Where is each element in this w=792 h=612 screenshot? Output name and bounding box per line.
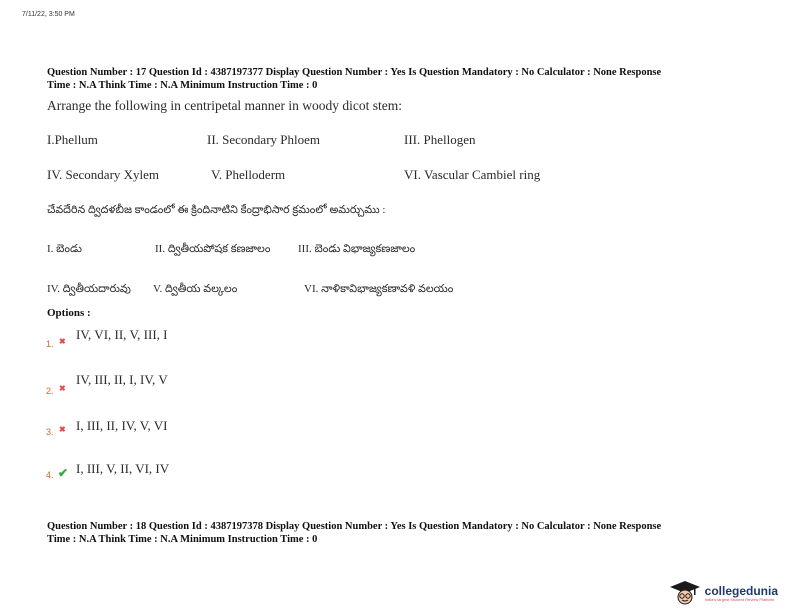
print-timestamp: 7/11/22, 3:50 PM	[22, 11, 75, 18]
collegedunia-logo	[668, 580, 778, 606]
wrong-mark-icon: ✖	[59, 425, 66, 434]
question-meta-line: Time : N.A Think Time : N.A Minimum Instruction Time : 0	[47, 533, 318, 545]
item-telugu-6: VI. నాళికావిభాజ్యకణావళి వలయం	[304, 283, 454, 295]
option-text: IV, III, II, I, IV, V	[76, 372, 168, 387]
logo-tagline: India's largest Student Review Platform	[704, 596, 775, 602]
item-telugu-1: I. బెండు	[47, 243, 82, 255]
item-telugu-2: II. ద్వితీయపోషక కణజాలం	[155, 243, 271, 255]
question-meta-line: Question Number : 17 Question Id : 4387197377 Display Question Number : Yes Is Question Mandatory : No Calculator : None Response	[47, 67, 662, 78]
option-number: 2.	[46, 386, 54, 396]
options-label: Options :	[47, 307, 91, 319]
item-english-3: III. Phellogen	[404, 132, 476, 147]
item-english-5: V. Phelloderm	[211, 167, 286, 182]
option-text: I, III, II, IV, V, VI	[76, 418, 168, 433]
item-english-1: I.Phellum	[47, 132, 98, 147]
item-english-4: IV. Secondary Xylem	[47, 167, 160, 182]
option-text: IV, VI, II, V, III, I	[76, 327, 168, 342]
item-telugu-4: IV. ద్వితీయదారువు	[47, 283, 131, 295]
logo-wordmark: collegedunia	[704, 583, 778, 598]
item-english-6: VI. Vascular Cambiel ring	[404, 167, 541, 182]
question-text-telugu: చేవదేరిన ద్విదళబీజ కాండంలో ఈ క్రిందినాటిని కేంద్రాభిసార క్రమంలో అమర్చుము :	[47, 204, 386, 216]
option-number: 4.	[46, 470, 54, 480]
question-text-english: Arrange the following in centripetal manner in woody dicot stem:	[47, 98, 403, 113]
graduate-mascot-icon	[668, 580, 702, 606]
option-number: 3.	[46, 427, 54, 437]
correct-check-icon: ✔	[58, 466, 69, 480]
item-telugu-5: V. ద్వితీయ వల్కలం	[153, 283, 238, 295]
question-meta-line: Time : N.A Think Time : N.A Minimum Instruction Time : 0	[47, 79, 318, 91]
wrong-mark-icon: ✖	[59, 384, 66, 393]
wrong-mark-icon: ✖	[59, 337, 66, 346]
question-18-meta	[47, 521, 661, 546]
option-text: I, III, V, II, VI, IV	[76, 461, 170, 476]
item-english-2: II. Secondary Phloem	[207, 132, 321, 147]
question-17-meta	[47, 67, 661, 92]
option-number: 1.	[46, 339, 54, 349]
question-meta-line: Question Number : 18 Question Id : 4387197378 Display Question Number : Yes Is Question Mandatory : No Calculator : None Response	[47, 521, 662, 532]
item-telugu-3: III. బెండు విభాజ్యకణజాలం	[298, 243, 416, 255]
